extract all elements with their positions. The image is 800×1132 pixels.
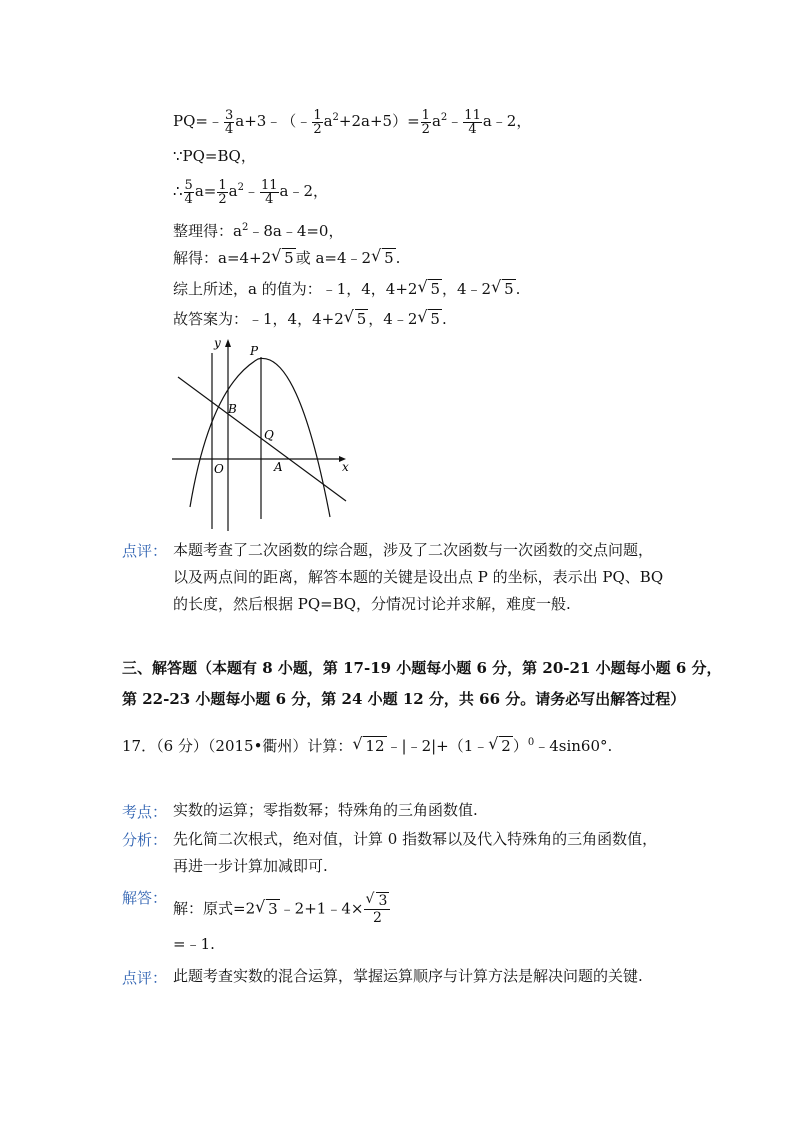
fraction: √ 3 2 [364, 893, 390, 926]
kaodian-text: 实数的运算；零指数幂；特殊角的三角函数值. [173, 801, 478, 819]
jieda-label: 解答： [122, 889, 168, 907]
sqrt: √ 5 [417, 307, 440, 328]
function-graph [170, 335, 360, 535]
comment2-label: 点评： [122, 969, 168, 987]
y-axis-arrow [225, 339, 231, 347]
point-q-label: Q [264, 428, 274, 442]
jieda-expression: 解：原式=2 √ 3 ﹣2+1﹣4× √ 3 2 [173, 893, 391, 926]
fraction: $\frac{11}{4}$ [260, 177, 278, 207]
comment2-text: 此题考查实数的混合运算，掌握运算顺序与计算方法是解决问题的关键. [173, 967, 643, 985]
linear-function-line [178, 377, 346, 501]
therefore-line: ∴ $\frac{5}{4}$ a= $\frac{1}{2}$ $a^2﹣$ $\frac{11}{4}$ a﹣2， [173, 177, 329, 207]
sqrt: √ 5 [491, 277, 514, 298]
simplify-line: 整理得：$a^2﹣8a﹣4=0$， [173, 222, 344, 240]
sqrt: √ 5 [371, 246, 394, 267]
sqrt: √ 2 [488, 734, 511, 755]
comment-text: 本题考查了二次函数的综合题，涉及了二次函数与一次函数的交点问题， 以及两点间的距离，解答本题的关键是设出点 P 的坐标，表示出 PQ、BQ 的长度，然后根据 PQ=BQ，分情况讨论并求解，难度一般. [173, 541, 664, 613]
answer-line: 故答案为：﹣1，4，4+2 √ 5 ，4﹣2 √ 5 . [173, 307, 447, 328]
sqrt: √ 5 [417, 277, 441, 298]
fraction: $\frac{11}{4}$ [464, 107, 481, 137]
sqrt: √ 3 [255, 896, 278, 918]
y-axis-label: y [214, 336, 221, 350]
sqrt: √ 12 [352, 734, 385, 755]
comment-label: 点评： [122, 542, 168, 560]
jieda-result: =﹣1. [173, 935, 215, 953]
summary-line: 综上所述，a 的值为：﹣1，4，4+2 √ 5 ，4﹣2 √ 5 . [173, 277, 521, 298]
question-17: 17．（6 分）（2015•衢州）计算： √ 12 ﹣|﹣2|+（1﹣ √ 2 ）$^0$﹣4sin60°. [122, 734, 613, 755]
because-line: ∵PQ=BQ， [173, 147, 256, 165]
fraction: $\frac{1}{2}$ [218, 177, 227, 207]
section-heading: 三、解答题（本题有 8 小题，第 17-19 小题每小题 6 分，第 20-21 小题每小题 6 分， 第 22-23 小题每小题 6 分，第 24 小题 12 分，共 66 分。请务必写出解答过程） [122, 659, 722, 708]
sqrt: √ 5 [271, 246, 294, 267]
pq-expression: PQ=﹣ $\frac{3}{4}$ a+3﹣（﹣ $\frac{1}{2}$ $a^2+2a+5)=$ $\frac{1}{2}$ $a^2﹣$ $\frac{11}{4}$ a﹣2， [173, 107, 532, 137]
text: PQ=﹣ [173, 112, 223, 130]
kaodian-label: 考点： [122, 803, 168, 821]
x-axis-label: x [342, 460, 349, 474]
solve-line: 解得：a=4+2 √ 5 或 a=4﹣2 √ 5 . [173, 246, 401, 267]
point-a-label: A [274, 460, 283, 474]
fraction: $\frac{5}{4}$ [184, 177, 193, 207]
origin-label: O [214, 462, 224, 476]
point-b-label: B [228, 402, 237, 416]
sqrt: √ 5 [343, 307, 367, 328]
fenxi-label: 分析： [122, 831, 168, 849]
fraction: $\frac{1}{2}$ [421, 107, 430, 137]
fraction: $\frac{1}{2}$ [313, 107, 322, 137]
point-p-label: P [250, 344, 259, 358]
fraction: $\frac{3}{4}$ [224, 107, 234, 137]
fenxi-text: 先化简二次根式，绝对值，计算 0 指数幂以及代入特殊角的三角函数值， 再进一步计算加减即可. [173, 830, 658, 875]
